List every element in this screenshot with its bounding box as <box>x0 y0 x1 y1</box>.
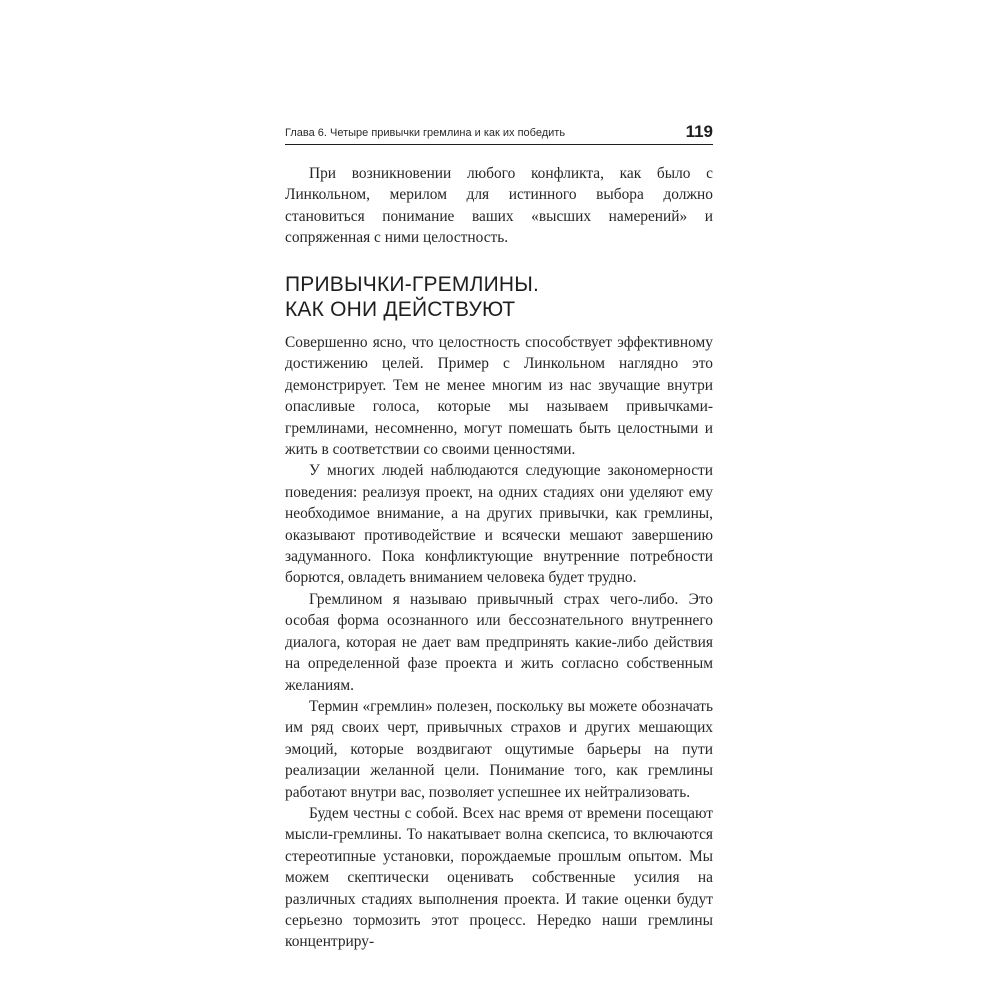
section-heading-line-2: КАК ОНИ ДЕЙСТВУЮТ <box>285 298 516 321</box>
body-paragraph-2: У многих людей наблюдаются следующие закономерности поведения: реализуя проект, на одних стадиях они уделяют ему необходимое внимание, а на других привычки, как гремлины, оказывают противодействие и всячески мешают завершению задуманного. Пока конфликтующие внутренние потребности борются, овладеть вниманием человека будет трудно. <box>285 462 713 587</box>
intro-paragraph: При возникновении любого конфликта, как было с Линкольном, мерилом для истинного выбора должно становиться понимание ваших «высших намерений» и сопряженная с ними целостность. <box>285 165 713 247</box>
body-paragraph-1: Совершенно ясно, что целостность способствует эффективному достижению целей. Пример с Линкольном наглядно это демонстрирует. Тем не менее многим из нас звучащие внутри опасливые голоса, которые мы называем привычками-гремлинами, несомненно, могут помешать быть целостными и жить в соответствии со своими ценностями. <box>285 334 713 459</box>
running-header <box>285 122 713 145</box>
page-number: 119 <box>685 122 713 141</box>
body-paragraph-4: Термин «гремлин» полезен, поскольку вы можете обозначать им ряд своих черт, привычных страхов и других мешающих эмоций, которые воздвигают ощутимые барьеры на пути реализации желанной цели. Понимание того, как гремлины работают внутри вас, позволяет успешнее их нейтрализовать. <box>285 697 713 801</box>
body-text <box>285 332 713 953</box>
section-heading <box>285 272 713 322</box>
body-paragraph-3: Гремлином я называю привычный страх чего-либо. Это особая форма осознанного или бессознательного внутреннего диалога, которая не дает вам предпринять какие-либо действия на определенной фазе проекта и жить согласно собственным желаниям. <box>285 590 713 694</box>
chapter-title: Глава 6. Четыре привычки гремлина и как их победить <box>285 127 566 139</box>
body-paragraph-5: Будем честны с собой. Всех нас время от времени посещают мысли-гремлины. То накатывает волна скепсиса, то включаются стереотипные установки, порождаемые прошлым опытом. Мы можем скептически оценивать собственные усилия на различных стадиях выполнения проекта. И такие оценки будут серьезно тормозить этот процесс. Нередко наши гремлины концентриру- <box>285 804 713 951</box>
section-heading-line-1: ПРИВЫЧКИ-ГРЕМЛИНЫ. <box>285 273 540 296</box>
intro-text <box>285 163 713 249</box>
